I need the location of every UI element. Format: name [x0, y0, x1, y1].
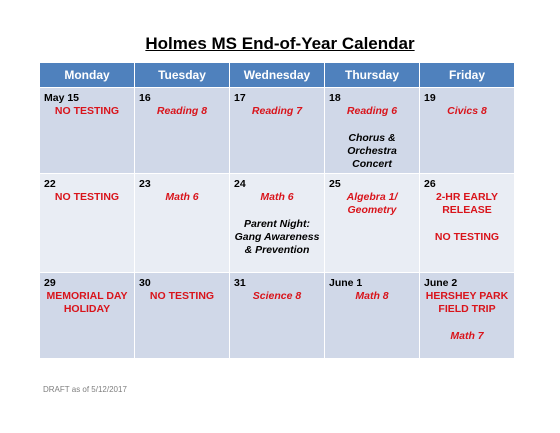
day-event: 2-HR EARLY RELEASE	[435, 191, 499, 216]
day-event: Science 8	[252, 290, 302, 302]
calendar-day-cell	[325, 88, 420, 174]
weekday-header-row	[40, 63, 515, 88]
day-event: Math 7	[450, 330, 484, 342]
day-date: 29	[44, 277, 56, 289]
calendar-day-cell	[325, 273, 420, 359]
day-date: 19	[424, 92, 436, 104]
day-event: NO TESTING	[434, 231, 500, 243]
day-date: 25	[329, 178, 341, 190]
day-event: Reading 8	[156, 105, 208, 117]
day-date: 16	[139, 92, 151, 104]
day-event: Algebra 1/ Geometry	[346, 191, 398, 216]
page-title: Holmes MS End-of-Year Calendar	[145, 34, 415, 53]
draft-note: DRAFT as of 5/12/2017	[43, 385, 127, 394]
calendar-day-cell	[230, 273, 325, 359]
day-date: June 2	[424, 277, 458, 289]
calendar-day-cell	[135, 88, 230, 174]
day-event: Parent Night: Gang Awareness & Prevention	[234, 218, 320, 256]
day-event: NO TESTING	[54, 191, 120, 203]
week-row	[40, 174, 515, 273]
day-event: Reading 7	[251, 105, 303, 117]
day-date: 24	[234, 178, 246, 190]
day-event: NO TESTING	[54, 105, 120, 117]
week-row	[40, 273, 515, 359]
header-friday: Friday	[420, 63, 515, 88]
week-row	[40, 88, 515, 174]
day-event: Math 6	[260, 191, 294, 203]
day-event: Math 6	[165, 191, 199, 203]
day-event: HERSHEY PARK FIELD TRIP	[425, 290, 509, 315]
header-monday: Monday	[40, 63, 135, 88]
day-date: 30	[139, 277, 151, 289]
calendar-day-cell	[420, 273, 515, 359]
calendar-day-cell	[420, 88, 515, 174]
day-event: Reading 6	[346, 105, 398, 117]
day-date: 17	[234, 92, 246, 104]
header-tuesday: Tuesday	[135, 63, 230, 88]
day-event: NO TESTING	[149, 290, 215, 302]
calendar-day-cell	[230, 88, 325, 174]
day-date: June 1	[329, 277, 363, 289]
day-date: May 15	[44, 92, 80, 104]
day-event: Chorus & Orchestra Concert	[347, 132, 397, 170]
day-date: 26	[424, 178, 436, 190]
day-date: 31	[234, 277, 246, 289]
header-thursday: Thursday	[325, 63, 420, 88]
calendar-day-cell	[40, 174, 135, 273]
calendar-table	[39, 62, 515, 359]
calendar-day-cell	[230, 174, 325, 273]
day-date: 18	[329, 92, 341, 104]
day-event: Civics 8	[447, 105, 487, 117]
calendar-day-cell	[40, 273, 135, 359]
day-event: Math 8	[355, 290, 389, 302]
day-date: 23	[139, 178, 151, 190]
calendar-day-cell	[420, 174, 515, 273]
header-wednesday: Wednesday	[230, 63, 325, 88]
day-date: 22	[44, 178, 56, 190]
calendar-day-cell	[40, 88, 135, 174]
calendar-day-cell	[135, 174, 230, 273]
day-event: MEMORIAL DAY HOLIDAY	[46, 290, 128, 315]
calendar-day-cell	[325, 174, 420, 273]
calendar-day-cell	[135, 273, 230, 359]
